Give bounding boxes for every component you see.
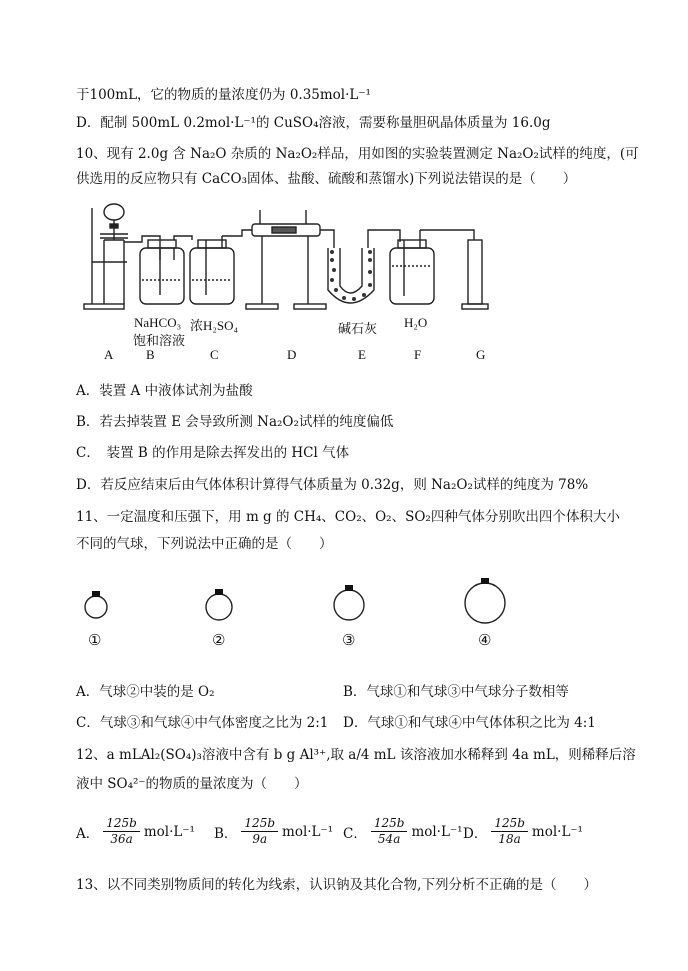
label-b: B: [146, 347, 155, 362]
denominator: 18a: [498, 832, 521, 846]
apparatus-diagram: [82, 200, 512, 320]
q10-option-d: D．若反应结束后由气体体积计算得气体质量为 0.32g，则 Na₂O₂试样的纯度为 78%: [76, 477, 589, 493]
question-10-stem: 10、现有 2.0g 含 Na₂O 杂质的 Na₂O₂样品，用如图的实验装置测定 Na₂O₂试样的纯度，(可: [76, 146, 639, 162]
label-f: F: [414, 347, 422, 362]
fraction: [371, 816, 408, 847]
balloon-label-1: ①: [88, 633, 102, 649]
option-letter: B．: [214, 825, 238, 842]
reagent-b-text: 饱和溶液: [133, 333, 186, 348]
q12-option-c: [343, 816, 462, 847]
reagent-b-formula: NaHCO₃: [134, 315, 182, 330]
label-d: D: [287, 347, 297, 362]
label-c: C: [210, 347, 219, 362]
label-a: A: [104, 347, 114, 362]
reagent-f: H₂O: [404, 315, 428, 330]
q11-option-c: C．气球③和气球④中气体密度之比为 2:1: [76, 715, 329, 731]
balloon-label-2: ②: [212, 633, 226, 649]
q12-option-a: [76, 816, 195, 847]
q10-option-c: C． 装置 B 的作用是除去挥发出的 HCl 气体: [76, 445, 350, 461]
q10-option-a: A．装置 A 中液体试剂为盐酸: [76, 383, 253, 399]
question-13-stem: 13、以不同类别物质间的转化为线索，认识钠及其化合物,下列分析不正确的是（ ）: [76, 877, 597, 893]
q11-option-b: B．气球①和气球③中气球分子数相等: [343, 684, 569, 700]
balloon-label-3: ③: [342, 633, 356, 649]
question-11-stem-cont: 不同的气球，下列说法中正确的是（ ）: [76, 536, 333, 552]
question-11-stem: 11、一定温度和压强下，用 m g 的 CH₄、CO₂、O₂、SO₂四种气体分别吹出四个体积大小: [76, 509, 620, 525]
unit: mol·L⁻¹: [411, 823, 463, 840]
option-d-prev: D．配制 500mL 0.2mol·L⁻¹的 CuSO₄溶液，需要称量胆矾晶体质量为 16.0g: [76, 115, 551, 131]
label-g: G: [476, 347, 486, 362]
fraction: [103, 816, 140, 847]
q10-option-b: B．若去掉装置 E 会导致所测 Na₂O₂试样的纯度偏低: [76, 414, 394, 430]
label-e: E: [358, 347, 366, 362]
denominator: 9a: [252, 832, 268, 846]
question-12-stem-cont: 液中 SO₄²⁻的物质的量浓度为（ ）: [76, 776, 308, 792]
reagent-c: 浓H₂SO₄: [190, 318, 239, 333]
numerator: 125b: [103, 816, 140, 832]
denominator: 36a: [110, 832, 133, 846]
question-12-stem: 12、a mLAl₂(SO₄)₃溶液中含有 b g Al³⁺,取 a/4 mL 该溶液加水稀释到 4a mL，则稀释后溶: [76, 747, 636, 763]
q11-option-a: A．气球②中装的是 O₂: [76, 684, 215, 700]
unit: mol·L⁻¹: [531, 823, 583, 840]
fraction: [491, 816, 528, 847]
denominator: 54a: [377, 832, 401, 846]
q12-option-d: [463, 816, 583, 847]
balloons-diagram: [80, 575, 520, 630]
fraction: [241, 816, 278, 847]
question-10-stem-cont: 供选用的反应物只有 CaCO₃固体、盐酸、硫酸和蒸馏水)下列说法错误的是（ ）: [76, 171, 577, 187]
numerator: 125b: [241, 816, 278, 832]
q11-option-d: D．气球①和气球④中气体体积之比为 4:1: [343, 715, 596, 731]
option-letter: A．: [76, 825, 100, 842]
numerator: 125b: [371, 816, 408, 832]
balloon-label-4: ④: [478, 633, 492, 649]
reagent-e: 碱石灰: [338, 321, 378, 336]
option-letter: D．: [463, 825, 488, 842]
text-line: 于100mL，它的物质的量浓度仍为 0.35mol·L⁻¹: [76, 87, 371, 103]
option-letter: C．: [343, 825, 367, 842]
unit: mol·L⁻¹: [143, 823, 195, 840]
unit: mol·L⁻¹: [282, 823, 334, 840]
q12-option-b: [214, 816, 333, 847]
numerator: 125b: [491, 816, 528, 832]
